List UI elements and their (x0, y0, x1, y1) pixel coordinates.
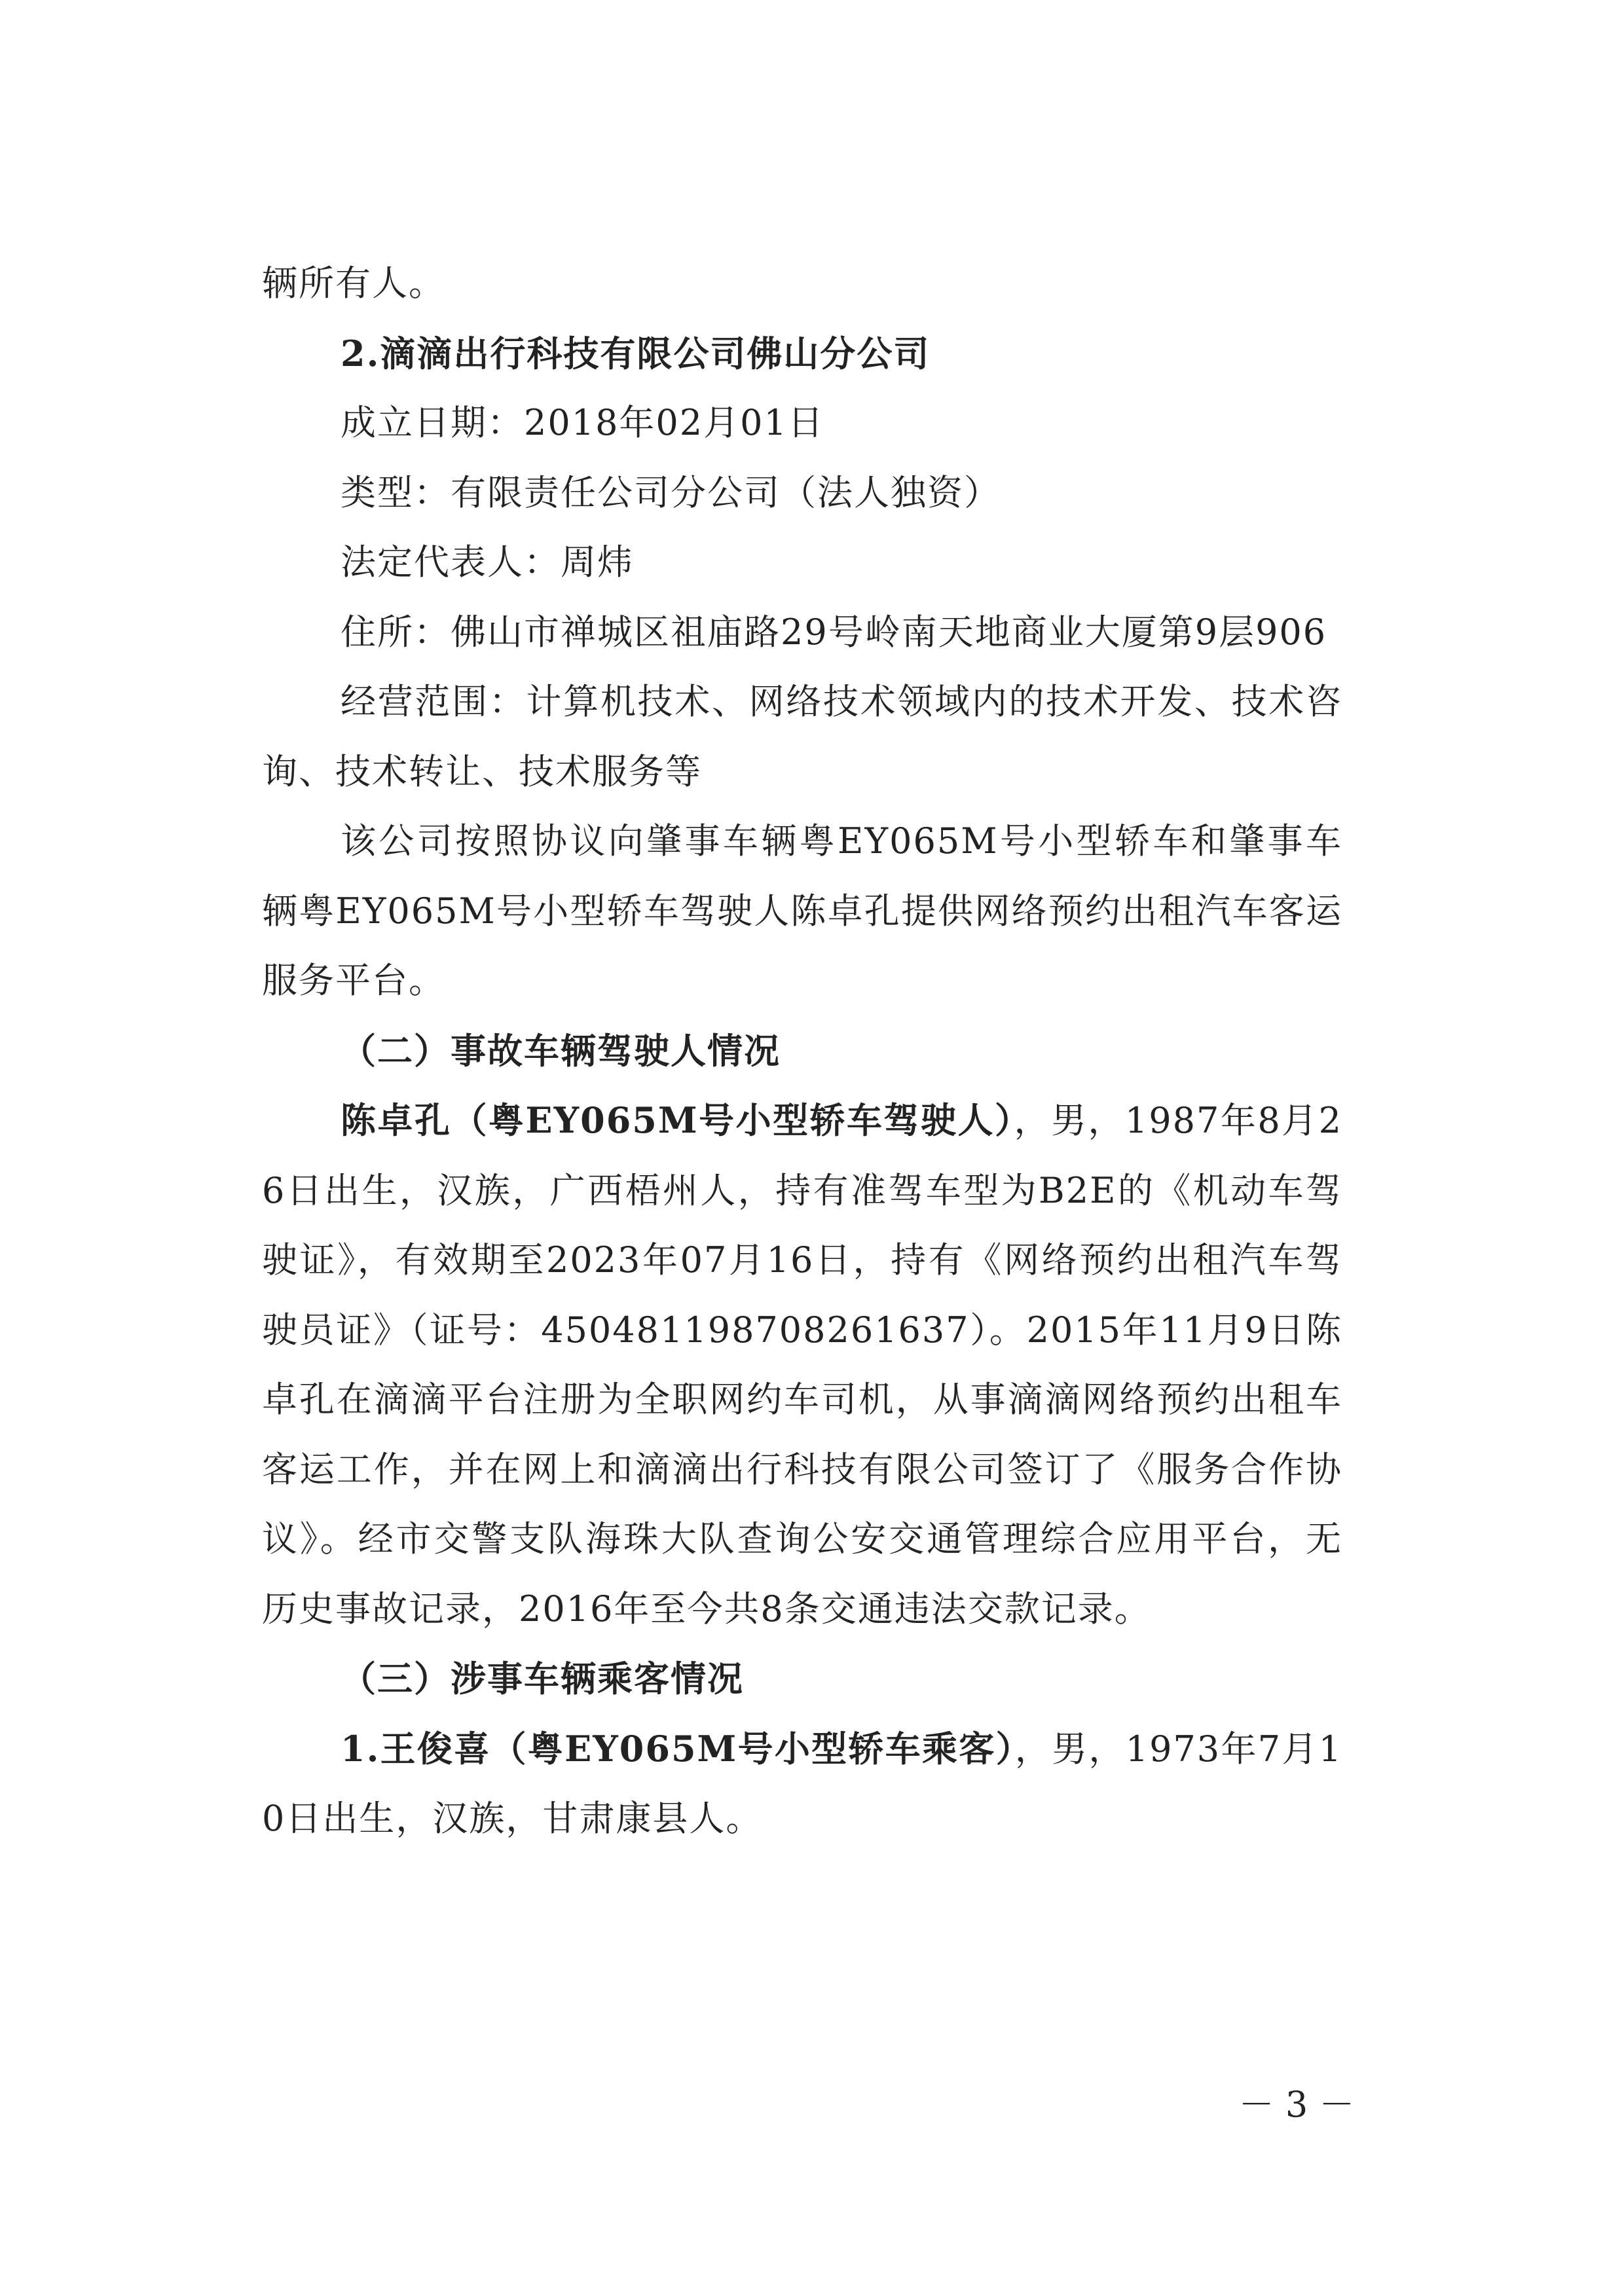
document-body (262, 249, 1342, 1854)
paragraph-address (262, 598, 1342, 668)
page-number: － 3 － (1238, 2084, 1355, 2125)
paragraph-text: 住所：佛山市禅城区祖庙路29号岭南天地商业大厦第9层906 (341, 611, 1327, 653)
section-heading-passenger (262, 1644, 1342, 1714)
paragraph-text: ，男，1973年7月10日出生，汉族，甘肃康县人。 (262, 1728, 1342, 1839)
driver-name-lead: 陈卓孔（粤EY065M号小型轿车驾驶人） (341, 1099, 1014, 1141)
paragraph-company-type (262, 458, 1342, 528)
paragraph-text: 辆所有人。 (262, 263, 445, 304)
paragraph-text: 类型：有限责任公司分公司（法人独资） (341, 471, 1001, 513)
section-heading-didi-foshan (262, 319, 1342, 389)
heading-text: 2.滴滴出行科技有限公司佛山分公司 (341, 332, 931, 374)
paragraph-text: 法定代表人：周炜 (341, 541, 634, 583)
paragraph-legal-representative (262, 528, 1342, 598)
paragraph-service-platform (262, 807, 1342, 1016)
section-heading-driver (262, 1016, 1342, 1086)
paragraph-driver-info (262, 1085, 1342, 1644)
paragraph-establish-date (262, 388, 1342, 458)
paragraph-business-scope (262, 667, 1342, 807)
paragraph-text: 成立日期：2018年02月01日 (341, 402, 824, 443)
paragraph-1 (262, 249, 1342, 319)
heading-text: （三）涉事车辆乘客情况 (341, 1658, 744, 1700)
passenger-name-lead: 1.王俊喜（粤EY065M号小型轿车乘客） (341, 1727, 1015, 1770)
paragraph-text: 经营范围：计算机技术、网络技术领域内的技术开发、技术咨询、技术转让、技术服务等 (262, 681, 1342, 792)
paragraph-text: 该公司按照协议向肇事车辆粤EY065M号小型轿车和肇事车辆粤EY065M号小型轿车驾驶人陈卓孔提供网络预约出租汽车客运服务平台。 (262, 820, 1342, 1001)
paragraph-text: ，男，1987年8月26日出生，汉族，广西梧州人，持有准驾车型为B2E的《机动车驾驶证》，有效期至2023年07月16日，持有《网络预约出租汽车驾驶员证》（证号：450481198708261637）。2015年11月9日陈卓孔在滴滴平台注册为全职网约车司机，从事滴滴网络预约出租车客运工作，并在网上和滴滴出行科技有限公司签订了《服务合作协议》。经市交警支队海珠大队查询公安交通管理综合应用平台，无历史事故记录，2016年至今共8条交通违法交款记录。 (262, 1100, 1342, 1630)
paragraph-passenger-info (262, 1714, 1342, 1854)
heading-text: （二）事故车辆驾驶人情况 (341, 1029, 781, 1072)
